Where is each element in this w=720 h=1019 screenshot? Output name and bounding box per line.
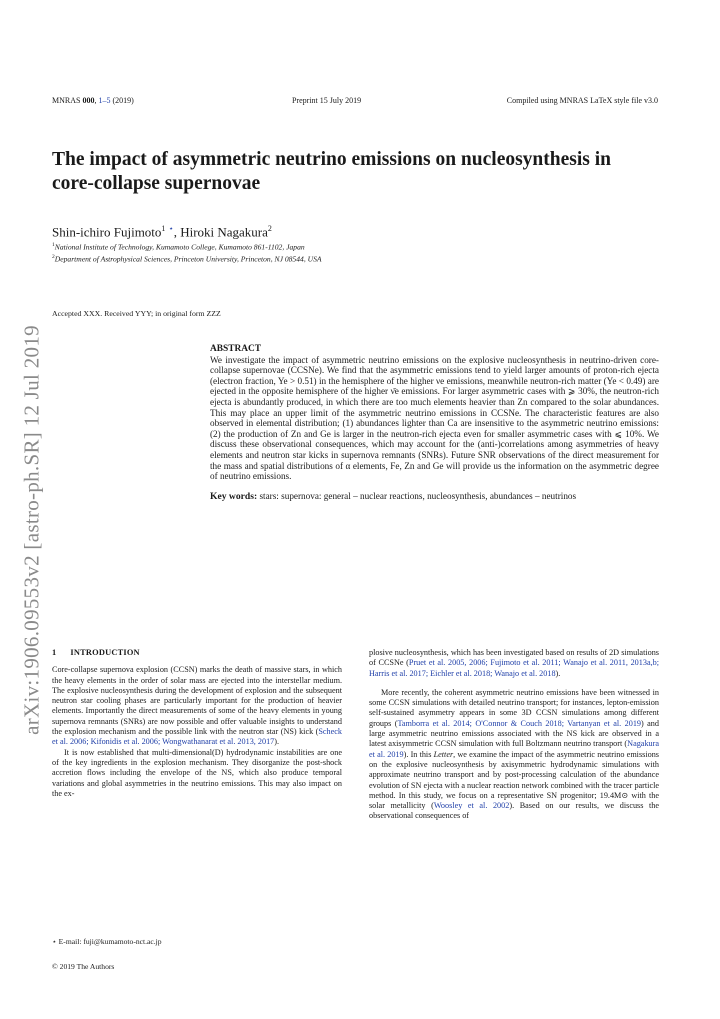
citation-link[interactable]: Pruet et al. 2005, 2006; Fujimoto et al. 2011; Wanajo et al. 2011, 2013a,b; Harris et al. 2017; Eichler et al. 2018; Wanajo et al. 2018	[369, 658, 659, 678]
section-number: 1	[52, 648, 57, 657]
abstract-text: We investigate the impact of asymmetric neutrino emissions on the explosive nucleosynthesis in neutrino-driven core-collapse supernovae (CCSNe). We find that the asymmetric emissions tend to yield larger amounts of proton-rich ejecta (electron fraction, Ye > 0.51) in the hemisphere of the higher νe emissions, meanwhile neutron-rich matter (Ye < 0.49) are ejected in the opposite hemisphere of the higher ν̄e emissions. For larger asymmetric cases with ⩾ 30%, the neutron-rich ejecta is abundantly produced, in which there are too much elements heavier than Zn compared to the solar abundances. This may place an upper limit of the asymmetric neutrino emissions in CCSNe. The characteristic features are also observed in elemental distribution; (1) abundances lighter than Ca are insensitive to the asymmetric neutrino emissions: (2) the production of Zn and Ge is larger in the neutron-rich ejecta even for smaller asymmetric cases with ⩽ 10%. We discuss these observational consequences, which may account for the (anti-)correlations among asymmetries of heavy elements and neutron star kicks in supernova remnants (SNRs). Future SNR observations of the direct measurement for the mass and spatial distributions of α elements, Fe, Zn and Ge will provide us the information on the asymmetric degree of neutrino emissions.	[210, 354, 659, 482]
section-heading	[52, 648, 342, 658]
accepted-line: Accepted XXX. Received YYY; in original form ZZZ	[52, 309, 221, 318]
keywords-line	[210, 491, 659, 503]
paragraph: It is now established that multi-dimensional(D) hydrodynamic instabilities are one of the key ingredients in the explosion mechanism. They disorganize the post-shock accretion flows including the envelope of the NS, which also produce temporal variations and global asymmetries in the neutrino emissions. This may also impact on the ex-	[52, 747, 342, 798]
citation-link[interactable]: Scheck et al. 2006; Kifonidis et al. 2006; Wongwathanarat et al. 2013, 2017	[52, 727, 342, 747]
footnote-email: ⋆ E-mail: fuji@kumamoto-nct.ac.jp	[52, 937, 162, 946]
page-range-link[interactable]: 1–5	[98, 96, 111, 105]
author-name: Shin-ichiro Fujimoto	[52, 224, 162, 240]
citation-link[interactable]: Tamborra et al. 2014; O'Connor & Couch 2018; Vartanyan et al. 2019	[397, 718, 642, 728]
abstract-heading: ABSTRACT	[210, 344, 262, 354]
paragraph: More recently, the coherent asymmetric neutrino emissions have been witnessed in some CCSN simulations with detailed neutrino transport; for instances, lepton-emission self-sustained asymmetry appears in some 3D CCSN simulations among different groups (Tamborra et al. 2014; O'Connor & Couch 2018; Vartanyan et al. 2019) and large asymmetric neutrino emissions associated with the NS kick are observed in a latest axisymmetric CCSN simulation with full Boltzmann neutrino transport (Nagakura et al. 2019). In this Letter, we examine the impact of the asymmetric neutrino emissions on the explosive nucleosynthesis by axisymmetric hydrodynamic simulations with approximate neutrino transport and by post-processing calculation of the abundance evolution of SN ejecta with a nuclear reaction network combined with the tracer particle method. In this study, we focus on a representative SN progenitor; 19.4M⊙ with the solar metallicity (Woosley et al. 2002). Based on our results, we discuss the observational consequences of	[369, 687, 660, 821]
running-header-preprint-date: Preprint 15 July 2019	[292, 96, 362, 105]
keywords-text: stars: supernova: general – nuclear reactions, nucleosynthesis, abundances – neutrinos	[259, 490, 577, 501]
author-name: Hiroki Nagakura	[180, 224, 268, 240]
copyright-notice: © 2019 The Authors	[52, 962, 115, 971]
keywords-label: Key words:	[210, 490, 258, 502]
arxiv-identifier: arXiv:1906.09553v2 [astro-ph.SR] 12 Jul 2019	[19, 325, 44, 735]
paper-title: The impact of asymmetric neutrino emissions on nucleosynthesis in core-collapse supernovae	[52, 149, 612, 194]
arxiv-sidebar-stamp	[10, 300, 57, 760]
affiliation-1: $^1$National Institute of Technology, Kumamoto College, Kumamoto 861-1102, Japan	[52, 242, 305, 252]
paragraph: Core-collapse supernova explosion (CCSN) marks the death of massive stars, in which the heavy elements in the order of solar mass are ejected into the interstellar medium. The explosive nucleosynthesis during the development of explosion and the subsequent neutron star cooling phases are particularly important for the production of heavier elements. Importantly the direct measurements of some of the heavy elements in young supernova remnants (SNRs) are now possible and offer valuable insights to understand the explosion mechanism and the possible link with the neutron star (NS) kick (Scheck et al. 2006; Kifonidis et al. 2006; Wongwathanarat et al. 2013, 2017).	[52, 665, 342, 747]
footnote-star-link[interactable]: ⋆	[168, 224, 174, 233]
citation-link[interactable]: Nagakura et al. 2019	[369, 739, 659, 759]
author-list: Shin-ichiro Fujimoto$^1$ ⋆, Hiroki Nagakura$^2$	[52, 224, 272, 240]
emphasis-letter: Letter	[433, 749, 454, 759]
right-column	[369, 648, 659, 822]
left-column	[52, 648, 342, 799]
running-header-compile-note: Compiled using MNRAS LaTeX style file v3.0	[506, 96, 658, 105]
affiliation-2: $^2$Department of Astrophysical Sciences, Princeton University, Princeton, NJ 08544, USA	[52, 254, 322, 264]
running-header-journal: MNRAS 000, 1–5 (2019)	[52, 96, 134, 105]
volume-number: 000	[82, 96, 95, 105]
author-affiliation-number: 1	[161, 224, 166, 233]
abstract-block	[210, 344, 659, 502]
author-affiliation-number: 2	[267, 224, 272, 233]
paragraph: plosive nucleosynthesis, which has been investigated based on results of 2D simulations of CCSNe (Pruet et al. 2005, 2006; Fujimoto et al. 2011; Wanajo et al. 2011, 2013a,b; Harris et al. 2017; Eichler et al. 2018; Wanajo et al. 2018).	[369, 648, 659, 678]
section-title: INTRODUCTION	[70, 648, 140, 657]
citation-link[interactable]: Woosley et al. 2002	[433, 801, 510, 811]
